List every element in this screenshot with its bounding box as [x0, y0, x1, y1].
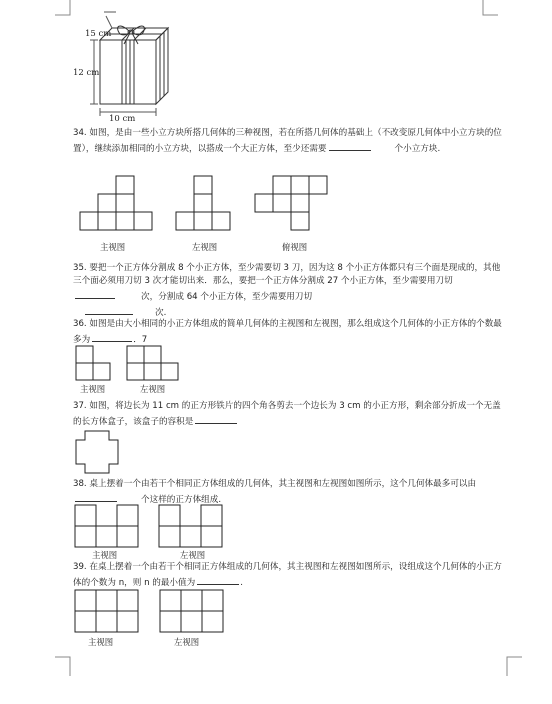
question-38-text-end: 个这样的正方体组成.: [141, 495, 222, 505]
q39-front-view: [75, 590, 143, 638]
answer-blank-35a[interactable]: [75, 288, 115, 299]
dim-label-left: 12 cm: [73, 68, 100, 78]
question-36-text: 36. 如图是由大小相同的小正方体组成的简单几何体的主视图和左视图，那么组成这个几何体的小正方体的个数最多为: [73, 319, 502, 345]
question-35-text-end: 次.: [155, 308, 167, 318]
question-35-text: 35. 要把一个正方体分割成 8 个小正方体，至少需要切 3 刀，因为这 8 个小正方体都只有三个面是现成的，其他三个面必须用刀切 3 次才能切出来．那么，要把一个正方体分割成 27 个小正方体，至少需要用刀切: [73, 263, 501, 286]
corner-mark-top-right: [482, 0, 498, 16]
q34-left-view: [176, 176, 236, 236]
question-38-text: 38. 桌上摆着一个由若干个相同正方体组成的几何体，其主视图和左视图如图所示，这个几何体最多可以由: [73, 479, 477, 489]
q34-caption-left: 左视图: [192, 242, 218, 252]
q38-left-view: [159, 505, 227, 553]
gift-box-figure: [70, 0, 180, 128]
answer-blank-37[interactable]: [195, 413, 237, 424]
question-38: [73, 478, 503, 507]
answer-blank-35b[interactable]: [85, 304, 133, 315]
q34-top-view: [255, 176, 335, 236]
question-39-text-end: .: [240, 578, 243, 588]
dim-label-bottom: 10 cm: [109, 114, 136, 124]
dim-label-top: 15 cm: [85, 29, 112, 39]
question-36: [73, 318, 503, 347]
q38-front-view: [75, 505, 143, 553]
corner-mark-top-left: [55, 0, 71, 16]
q39-caption-left: 左视图: [174, 637, 200, 647]
question-35: [73, 262, 503, 320]
q36-caption-left: 左视图: [140, 384, 166, 394]
q39-caption-front: 主视图: [88, 637, 114, 647]
answer-blank-38[interactable]: [75, 491, 117, 502]
q37-square-sheet: [76, 431, 120, 475]
question-36-text-end: ．7: [133, 335, 148, 345]
q34-caption-top: 俯视图: [282, 242, 308, 252]
corner-mark-bottom-right: [506, 656, 522, 676]
q34-caption-front: 主视图: [100, 242, 126, 252]
q36-caption-front: 主视图: [80, 384, 106, 394]
answer-blank-34[interactable]: [329, 140, 371, 151]
q39-left-view: [160, 590, 228, 638]
q38-caption-front: 主视图: [92, 550, 118, 560]
corner-mark-bottom-left: [55, 656, 71, 676]
q36-left-view: [127, 346, 187, 386]
question-34-text-end: 个小立方块.: [394, 144, 441, 154]
question-39-text: 39. 在桌上摆着一个由若干个相同正方体组成的几何体，其主视图和左视图如图所示，设组成这个几何体的小正方体的个数为 n，则 n 的最小值为: [73, 562, 502, 588]
question-34: [73, 127, 503, 156]
question-35-text-mid: 次，分割成 64 个小正方体，至少需要用刀切: [141, 292, 313, 302]
answer-blank-39[interactable]: [197, 574, 239, 585]
q34-front-view: [80, 176, 160, 236]
question-39: [73, 561, 503, 590]
q38-caption-left: 左视图: [180, 550, 206, 560]
question-34-text: 34. 如图，是由一些小立方块所搭几何体的三种视图，若在所搭几何体的基础上（不改变原几何体中小立方块的位置），继续添加相同的小立方块，以搭成一个大正方体，至少还需要: [73, 128, 502, 154]
question-37-text: 37. 如图，将边长为 11 cm 的正方形铁片的四个角各剪去一个边长为 3 cm 的小正方形，剩余部分折成一个无盖的长方体盒子，该盒子的容积是: [73, 401, 501, 427]
q36-front-view: [76, 346, 116, 386]
question-37: [73, 400, 503, 429]
answer-blank-36[interactable]: [92, 331, 132, 342]
